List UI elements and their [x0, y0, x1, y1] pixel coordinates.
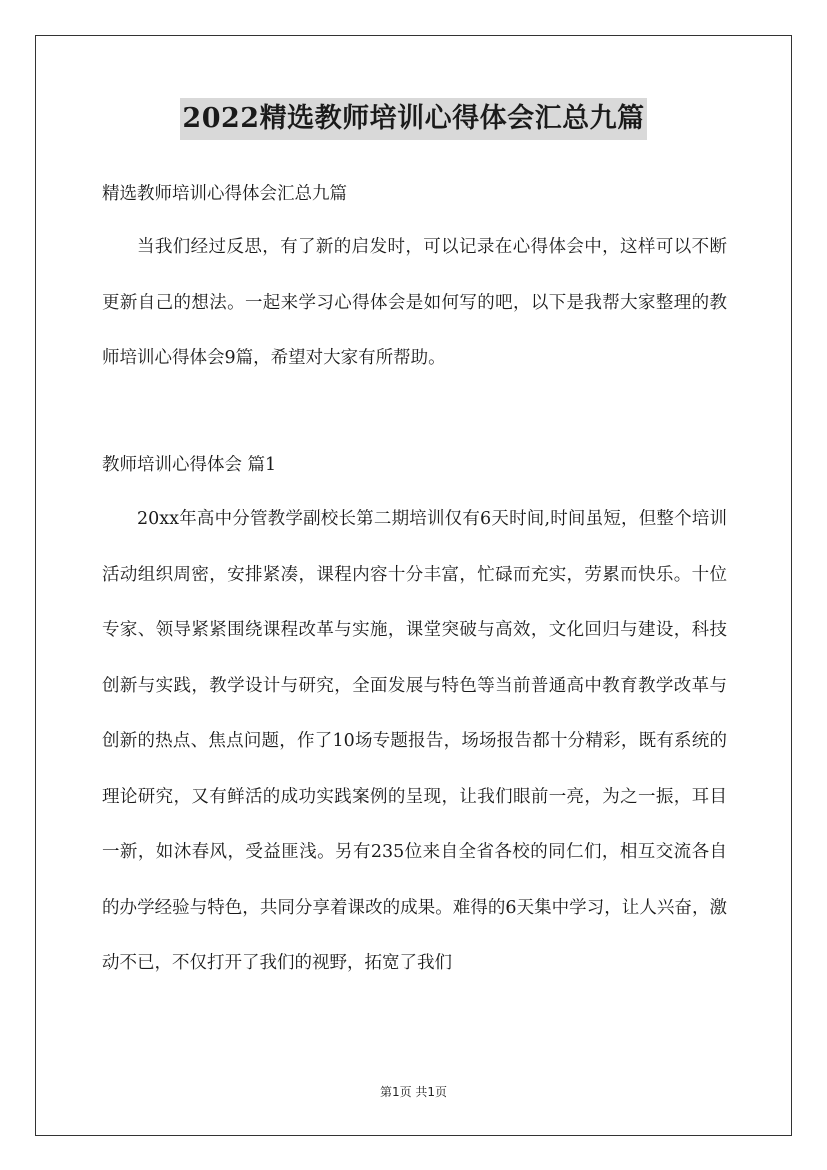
section-heading: 教师培训心得体会 篇1 — [102, 455, 277, 475]
page-footer: 第1页 共1页 — [379, 1085, 448, 1099]
document-title: 2022精选教师培训心得体会汇总九篇 — [180, 98, 646, 140]
title-container — [0, 98, 827, 140]
document-subtitle: 精选教师培训心得体会汇总九篇 — [102, 184, 347, 204]
section-body: 20xx年高中分管教学副校长第二期培训仅有6天时间,时间虽短，但整个培训活动组织周密，安排紧凑，课程内容十分丰富，忙碌而充实，劳累而快乐。十位专家、领导紧紧围绕课程改革与实施，课堂突破与高效，文化回归与建设，科技创新与实践，教学设计与研究，全面发展与特色等当前普通高中教育教学改革与创新的热点、焦点问题，作了10场专题报告，场场报告都十分精彩，既有系统的理论研究，又有鲜活的成功实践案例的呈现，让我们眼前一亮，为之一振，耳目一新，如沐春风，受益匪浅。另有235位来自全省各校的同仁们，相互交流各自的办学经验与特色，共同分享着课改的成果。难得的6天集中学习，让人兴奋，激动不已，不仅打开了我们的视野，拓宽了我们 — [102, 509, 727, 973]
intro-paragraph: 当我们经过反思，有了新的启发时，可以记录在心得体会中，这样可以不断更新自己的想法。一起来学习心得体会是如何写的吧，以下是我帮大家整理的教师培训心得体会9篇，希望对大家有所帮助。 — [102, 237, 727, 368]
